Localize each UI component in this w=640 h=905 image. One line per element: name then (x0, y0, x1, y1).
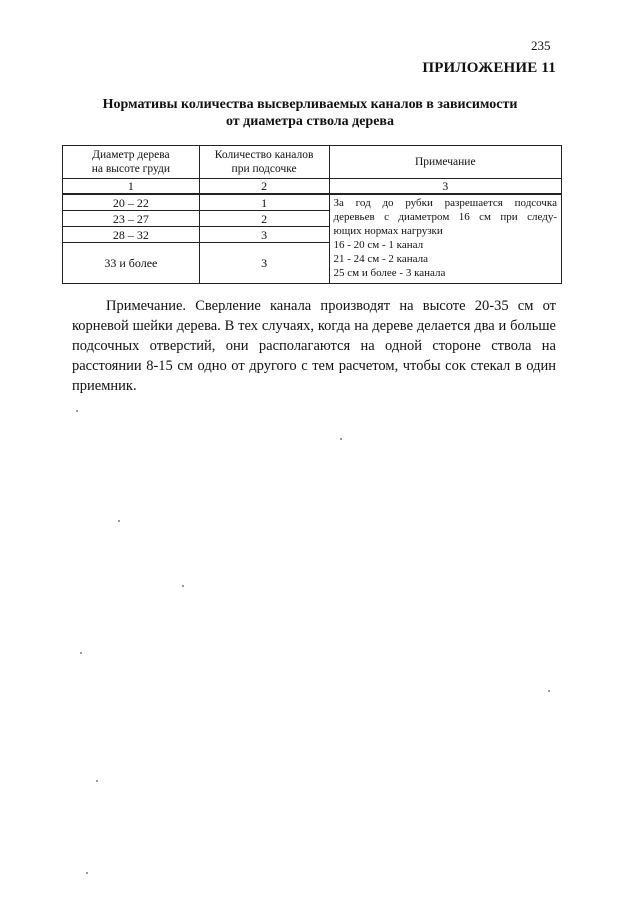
diameter-cell: 20 – 22 (63, 194, 200, 211)
note-line: 25 см и более - 3 канала (333, 267, 446, 279)
header-note: Примечание (329, 146, 562, 179)
header-diameter (63, 146, 200, 179)
header-diameter-line2: на высоте груди (91, 163, 171, 175)
channels-cell: 2 (199, 211, 329, 227)
norms-table (62, 145, 562, 284)
note-paragraph: Примечание. Сверление канала производят на высоте 20-35 см от корневой шейки дерева. В тех случаях, когда на дереве делается два и больше подсочных отверстий, они располагаются на одной стороне ствола на расстоянии 8-15 см одно от другого с тем расчетом, чтобы сок стекал в один приемник. (72, 298, 556, 394)
channels-cell: 1 (199, 194, 329, 211)
scan-speck (548, 690, 550, 692)
table-header-row (63, 146, 562, 179)
header-channels-line1: Количество каналов (214, 149, 314, 161)
table-row (63, 194, 562, 211)
note-cell (329, 194, 562, 284)
scan-speck (118, 520, 120, 522)
scan-speck (80, 652, 82, 654)
diameter-cell: 23 – 27 (63, 211, 200, 227)
diameter-cell: 28 – 32 (63, 227, 200, 243)
note-line: деревьев с диаметром 16 см при следу- (333, 211, 557, 223)
note-line: 21 - 24 см - 2 канала (333, 253, 428, 265)
note-line: За год до рубки разрешается подсочка (333, 197, 557, 209)
header-channels-line2: при подсочке (231, 163, 297, 175)
channels-cell: 3 (199, 243, 329, 284)
header-channels (199, 146, 329, 179)
note-line: 16 - 20 см - 1 канал (333, 239, 424, 251)
page-number: 235 (531, 38, 551, 53)
column-number: 3 (329, 179, 562, 195)
appendix-label: ПРИЛОЖЕНИЕ 11 (422, 60, 556, 76)
scan-speck (96, 780, 98, 782)
column-number: 1 (63, 179, 200, 195)
note-line: ющих нормах нагрузки (333, 225, 443, 237)
scan-speck (86, 872, 88, 874)
scan-speck (76, 410, 78, 412)
scan-speck (340, 438, 342, 440)
title-line-1: Нормативы количества высверливаемых каналов в зависимости (102, 97, 518, 112)
document-title (60, 96, 560, 130)
header-diameter-line1: Диаметр дерева (92, 149, 170, 161)
channels-cell: 3 (199, 227, 329, 243)
column-number-row (63, 179, 562, 195)
title-line-2: от диаметра ствола дерева (225, 114, 394, 129)
scan-speck (182, 585, 184, 587)
diameter-cell: 33 и более (63, 243, 200, 284)
column-number: 2 (199, 179, 329, 195)
